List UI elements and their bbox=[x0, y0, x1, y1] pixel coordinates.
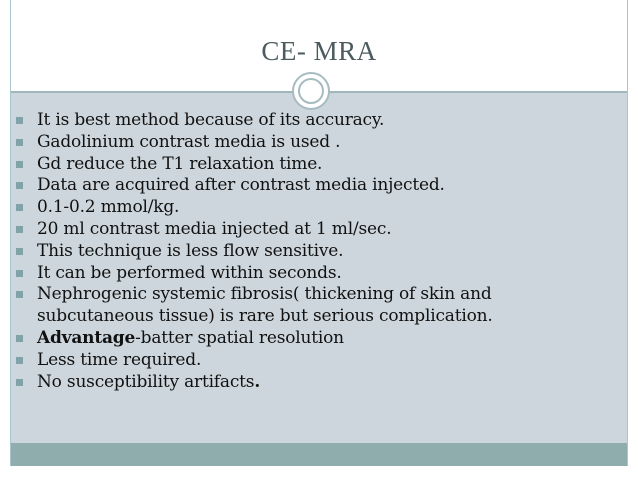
bullet-list bbox=[14, 110, 609, 393]
bullet-text: Data are acquired after contrast media injected. bbox=[37, 175, 445, 196]
square-bullet-icon bbox=[16, 379, 23, 386]
square-bullet-icon bbox=[16, 139, 23, 146]
bullet-item-4 bbox=[14, 175, 609, 197]
bullet-bold-suffix: . bbox=[254, 371, 261, 392]
bullet-text: It is best method because of its accuracy. bbox=[37, 110, 385, 130]
bullet-text: No susceptibility artifacts bbox=[37, 371, 255, 392]
square-bullet-icon bbox=[16, 248, 23, 255]
square-bullet-icon bbox=[16, 335, 23, 342]
bullet-item-9 bbox=[14, 284, 609, 328]
footer-bar bbox=[11, 443, 627, 466]
bullet-item-5 bbox=[14, 197, 609, 219]
bullet-item-7 bbox=[14, 241, 609, 263]
circle-ornament-inner bbox=[298, 78, 324, 104]
square-bullet-icon bbox=[16, 357, 23, 364]
bullet-item-2 bbox=[14, 132, 609, 154]
square-bullet-icon bbox=[16, 161, 23, 168]
square-bullet-icon bbox=[16, 291, 23, 298]
bullet-text: Less time required. bbox=[37, 349, 202, 370]
square-bullet-icon bbox=[16, 270, 23, 277]
bullet-item-3 bbox=[14, 154, 609, 176]
square-bullet-icon bbox=[16, 182, 23, 189]
bullet-item-10 bbox=[14, 328, 609, 350]
bullet-item-8 bbox=[14, 263, 609, 285]
bullet-item-6 bbox=[14, 219, 609, 241]
bullet-text: 20 ml contrast media injected at 1 ml/sec. bbox=[37, 218, 392, 239]
bullet-item-12 bbox=[14, 372, 609, 394]
bullet-bold-text: Advantage bbox=[37, 327, 136, 348]
bullet-item-1 bbox=[14, 110, 609, 132]
bullet-text: Nephrogenic systemic fibrosis( thickening of skin and subcutaneous tissue) is rare but serious complication. bbox=[37, 284, 493, 327]
square-bullet-icon bbox=[16, 117, 23, 124]
square-bullet-icon bbox=[16, 204, 23, 211]
bullet-text: Gd reduce the T1 relaxation time. bbox=[37, 153, 323, 174]
bullet-text: -batter spatial resolution bbox=[135, 327, 344, 348]
circle-ornament-icon bbox=[292, 72, 330, 110]
slide-title: CE- MRA bbox=[261, 36, 377, 66]
bullet-text: It can be performed within seconds. bbox=[37, 262, 342, 283]
bullet-text: 0.1-0.2 mmol/kg. bbox=[37, 197, 180, 218]
bullet-text: This technique is less flow sensitive. bbox=[37, 240, 344, 261]
square-bullet-icon bbox=[16, 226, 23, 233]
bullet-text: Gadolinium contrast media is used . bbox=[37, 131, 341, 152]
bullet-item-11 bbox=[14, 350, 609, 372]
